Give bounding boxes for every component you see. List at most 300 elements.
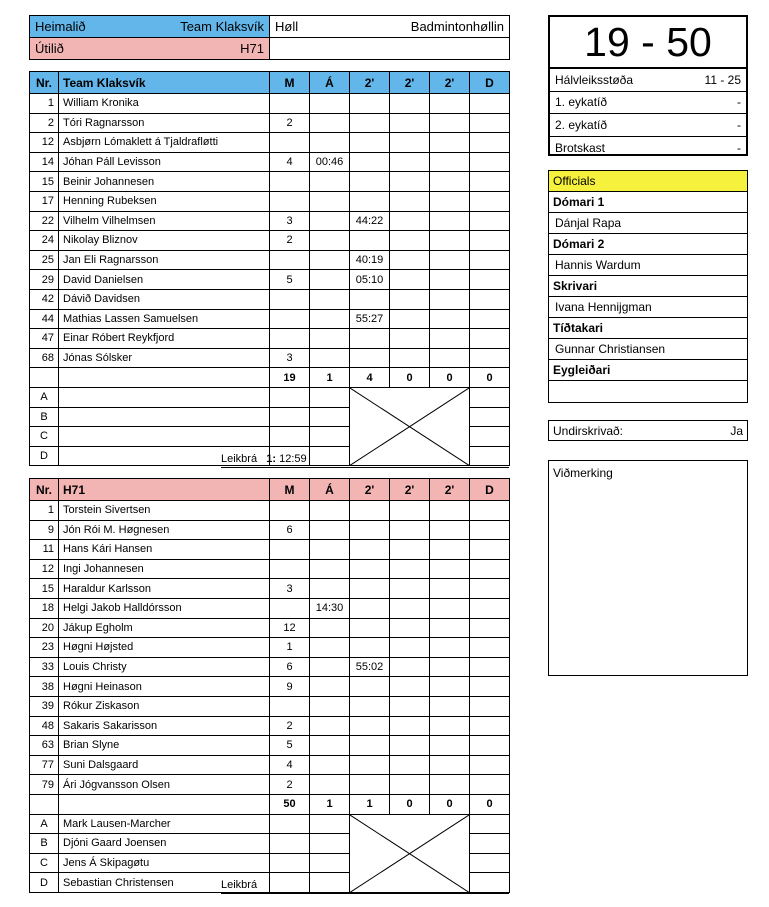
player-row xyxy=(30,559,510,579)
player-row xyxy=(30,94,510,114)
final-score: 19 - 50 xyxy=(550,17,746,69)
player-row xyxy=(30,172,510,192)
player-s2 xyxy=(390,289,430,309)
team-official-row xyxy=(30,814,510,834)
player-s2 xyxy=(390,152,430,172)
official-role: Dómari 1 xyxy=(549,192,747,213)
player-s3 xyxy=(430,231,470,251)
player-d xyxy=(470,211,510,231)
player-row xyxy=(30,579,510,599)
official-role: Eygleiðari xyxy=(549,360,747,381)
player-name: Nikolay Bliznov xyxy=(59,231,270,251)
team-official-cell xyxy=(310,407,350,427)
player-s2 xyxy=(390,677,430,697)
player-s2 xyxy=(390,250,430,270)
player-number: 24 xyxy=(30,231,59,251)
player-d xyxy=(470,172,510,192)
official-name: Ivana Hennijgman xyxy=(549,297,747,318)
player-s1 xyxy=(350,598,390,618)
player-s1: 40:19 xyxy=(350,250,390,270)
officials-title: Officials xyxy=(549,171,747,192)
player-s2 xyxy=(390,736,430,756)
total-a: 1 xyxy=(310,368,350,388)
player-a xyxy=(310,638,350,658)
total-s3: 0 xyxy=(430,368,470,388)
player-d xyxy=(470,329,510,349)
hall-value: Badmintonhøllin xyxy=(410,19,504,34)
total-a: 1 xyxy=(310,794,350,814)
player-number: 18 xyxy=(30,598,59,618)
player-s3 xyxy=(430,289,470,309)
team-official-cell xyxy=(470,427,510,447)
player-name: Sakaris Sakarisson xyxy=(59,716,270,736)
player-m: 6 xyxy=(270,657,310,677)
player-s2 xyxy=(390,755,430,775)
team-official-cell xyxy=(310,387,350,407)
player-number: 11 xyxy=(30,540,59,560)
player-s2 xyxy=(390,270,430,290)
player-s2 xyxy=(390,133,430,153)
player-name: Haraldur Karlsson xyxy=(59,579,270,599)
player-name: William Kronika xyxy=(59,94,270,114)
score-row xyxy=(550,92,746,115)
player-a xyxy=(310,755,350,775)
player-a xyxy=(310,540,350,560)
player-m: 3 xyxy=(270,579,310,599)
team-official-code: A xyxy=(30,387,59,407)
player-s3 xyxy=(430,270,470,290)
player-name: Henning Rubeksen xyxy=(59,191,270,211)
player-d xyxy=(470,657,510,677)
player-m: 3 xyxy=(270,348,310,368)
total-m: 19 xyxy=(270,368,310,388)
player-row xyxy=(30,736,510,756)
player-d xyxy=(470,677,510,697)
player-row xyxy=(30,598,510,618)
player-m: 12 xyxy=(270,618,310,638)
player-s2 xyxy=(390,520,430,540)
player-d xyxy=(470,250,510,270)
col-m: M xyxy=(270,72,310,94)
player-row xyxy=(30,677,510,697)
total-s2: 0 xyxy=(390,368,430,388)
player-a xyxy=(310,677,350,697)
player-number: 9 xyxy=(30,520,59,540)
player-s1: 55:27 xyxy=(350,309,390,329)
player-m: 2 xyxy=(270,231,310,251)
player-number: 1 xyxy=(30,501,59,521)
player-row xyxy=(30,755,510,775)
player-number: 14 xyxy=(30,152,59,172)
player-s1 xyxy=(350,94,390,114)
player-number: 17 xyxy=(30,191,59,211)
col-d: D xyxy=(470,479,510,501)
player-name: Jóhan Páll Levisson xyxy=(59,152,270,172)
away-leikbra xyxy=(221,879,509,894)
official-role: Dómari 2 xyxy=(549,234,747,255)
player-number: 22 xyxy=(30,211,59,231)
player-d xyxy=(470,755,510,775)
player-m xyxy=(270,329,310,349)
total-d: 0 xyxy=(470,794,510,814)
player-s2 xyxy=(390,598,430,618)
player-a xyxy=(310,113,350,133)
team-official-cell xyxy=(470,387,510,407)
player-number: 63 xyxy=(30,736,59,756)
player-s2 xyxy=(390,211,430,231)
player-name: Beinir Johannesen xyxy=(59,172,270,192)
player-m xyxy=(270,172,310,192)
player-row xyxy=(30,231,510,251)
player-row xyxy=(30,152,510,172)
player-a xyxy=(310,348,350,368)
player-s2 xyxy=(390,579,430,599)
player-s3 xyxy=(430,755,470,775)
player-s3 xyxy=(430,348,470,368)
player-d xyxy=(470,191,510,211)
player-d xyxy=(470,716,510,736)
player-row xyxy=(30,270,510,290)
player-s3 xyxy=(430,133,470,153)
score-row xyxy=(550,114,746,137)
player-m xyxy=(270,309,310,329)
player-s2 xyxy=(390,775,430,795)
player-d xyxy=(470,152,510,172)
player-row xyxy=(30,250,510,270)
player-s1 xyxy=(350,231,390,251)
player-name: Jan Eli Ragnarsson xyxy=(59,250,270,270)
player-m: 5 xyxy=(270,736,310,756)
score-row-value: 11 - 25 xyxy=(704,72,741,87)
player-number: 77 xyxy=(30,755,59,775)
player-name: Rókur Ziskason xyxy=(59,696,270,716)
player-s2 xyxy=(390,618,430,638)
team-official-cell xyxy=(310,834,350,854)
totals-blank xyxy=(30,368,59,388)
player-m: 4 xyxy=(270,755,310,775)
totals-row xyxy=(30,794,510,814)
player-number: 23 xyxy=(30,638,59,658)
official-name xyxy=(549,381,747,402)
player-s3 xyxy=(430,520,470,540)
player-number: 25 xyxy=(30,250,59,270)
player-m: 2 xyxy=(270,775,310,795)
player-s2 xyxy=(390,559,430,579)
leikbra-label: Leikbrá xyxy=(221,453,258,465)
totals-blank xyxy=(59,794,270,814)
player-s1 xyxy=(350,133,390,153)
player-s2 xyxy=(390,501,430,521)
player-d xyxy=(470,309,510,329)
player-name: Einar Róbert Reykfjord xyxy=(59,329,270,349)
player-name: Vilhelm Vilhelmsen xyxy=(59,211,270,231)
player-name: Mathias Lassen Samuelsen xyxy=(59,309,270,329)
player-s1 xyxy=(350,289,390,309)
player-s1 xyxy=(350,618,390,638)
player-s2 xyxy=(390,309,430,329)
home-leikbra xyxy=(221,453,509,468)
player-a xyxy=(310,329,350,349)
player-s1: 44:22 xyxy=(350,211,390,231)
team-official-cell xyxy=(310,814,350,834)
player-s1 xyxy=(350,755,390,775)
player-s3 xyxy=(430,211,470,231)
player-s3 xyxy=(430,696,470,716)
hall-cell xyxy=(270,16,510,38)
player-a xyxy=(310,618,350,638)
player-number: 79 xyxy=(30,775,59,795)
player-m: 9 xyxy=(270,677,310,697)
player-m: 6 xyxy=(270,520,310,540)
team-official-cell xyxy=(270,853,310,873)
total-s2: 0 xyxy=(390,794,430,814)
player-number: 12 xyxy=(30,559,59,579)
col-a: Á xyxy=(310,72,350,94)
player-s3 xyxy=(430,716,470,736)
player-name: Tóri Ragnarsson xyxy=(59,113,270,133)
player-d xyxy=(470,501,510,521)
player-a xyxy=(310,559,350,579)
player-d xyxy=(470,231,510,251)
player-d xyxy=(470,696,510,716)
team-official-cell xyxy=(270,427,310,447)
player-s2 xyxy=(390,716,430,736)
officials-panel xyxy=(548,170,748,403)
player-number: 47 xyxy=(30,329,59,349)
player-row xyxy=(30,696,510,716)
team-official-name: Sebastian Christensen xyxy=(59,873,270,893)
player-row xyxy=(30,520,510,540)
match-info xyxy=(29,15,510,60)
player-row xyxy=(30,329,510,349)
player-s1 xyxy=(350,716,390,736)
official-role: Tíðtakari xyxy=(549,318,747,339)
player-s2 xyxy=(390,113,430,133)
player-d xyxy=(470,559,510,579)
player-row xyxy=(30,501,510,521)
player-number: 1 xyxy=(30,94,59,114)
player-s1 xyxy=(350,113,390,133)
player-s2 xyxy=(390,329,430,349)
away-team-cell xyxy=(30,38,270,60)
score-row-value: - xyxy=(737,117,741,132)
player-s1 xyxy=(350,520,390,540)
player-row xyxy=(30,289,510,309)
player-s3 xyxy=(430,94,470,114)
player-s3 xyxy=(430,172,470,192)
team-official-name xyxy=(59,407,270,427)
player-m: 1 xyxy=(270,638,310,658)
team-official-name: Jens Á Skipagøtu xyxy=(59,853,270,873)
player-s3 xyxy=(430,501,470,521)
player-name: Asbjørn Lómaklett á Tjaldrafløtti xyxy=(59,133,270,153)
player-row xyxy=(30,191,510,211)
away-team-table xyxy=(29,478,510,893)
team-official-code: D xyxy=(30,446,59,466)
player-s1 xyxy=(350,329,390,349)
home-team-name: Team Klaksvík xyxy=(180,19,264,34)
player-a: 14:30 xyxy=(310,598,350,618)
player-s1: 05:10 xyxy=(350,270,390,290)
player-s1 xyxy=(350,348,390,368)
player-d xyxy=(470,348,510,368)
home-team-cell xyxy=(30,16,270,38)
home-team-heading: Team Klaksvík xyxy=(59,72,270,94)
total-d: 0 xyxy=(470,368,510,388)
col-m: M xyxy=(270,479,310,501)
totals-blank xyxy=(30,794,59,814)
player-s3 xyxy=(430,638,470,658)
player-s1 xyxy=(350,736,390,756)
total-s3: 0 xyxy=(430,794,470,814)
player-name: Louis Christy xyxy=(59,657,270,677)
player-s3 xyxy=(430,657,470,677)
player-m xyxy=(270,598,310,618)
team-official-code: C xyxy=(30,853,59,873)
home-header-row xyxy=(30,72,510,94)
player-d xyxy=(470,133,510,153)
team-official-name xyxy=(59,387,270,407)
player-a xyxy=(310,211,350,231)
team-official-cell xyxy=(470,814,510,834)
player-number: 12 xyxy=(30,133,59,153)
totals-blank xyxy=(59,368,270,388)
player-s1: 55:02 xyxy=(350,657,390,677)
team-official-code: A xyxy=(30,814,59,834)
team-official-code: B xyxy=(30,407,59,427)
player-row xyxy=(30,618,510,638)
player-s2 xyxy=(390,231,430,251)
team-official-name: Djóni Gaard Joensen xyxy=(59,834,270,854)
score-row-label: 1. eykatíð xyxy=(555,95,608,110)
leikbra-time: 12:59 xyxy=(279,453,307,465)
score-row xyxy=(550,69,746,92)
col-d: D xyxy=(470,72,510,94)
away-header-row xyxy=(30,479,510,501)
player-s1 xyxy=(350,191,390,211)
score-row-value: - xyxy=(737,95,741,110)
player-row xyxy=(30,309,510,329)
official-name: Gunnar Christiansen xyxy=(549,339,747,360)
player-a xyxy=(310,696,350,716)
team-official-name xyxy=(59,427,270,447)
player-m: 4 xyxy=(270,152,310,172)
col-2min-3: 2' xyxy=(430,479,470,501)
player-s1 xyxy=(350,638,390,658)
player-s1 xyxy=(350,677,390,697)
player-name: Ári Jógvansson Olsen xyxy=(59,775,270,795)
player-d xyxy=(470,598,510,618)
team-official-row xyxy=(30,387,510,407)
player-a xyxy=(310,250,350,270)
home-team-table xyxy=(29,71,510,466)
player-s2 xyxy=(390,638,430,658)
home-label: Heimalið xyxy=(35,19,86,34)
player-s1 xyxy=(350,540,390,560)
player-d xyxy=(470,113,510,133)
player-a xyxy=(310,657,350,677)
team-official-name: Mark Lausen-Marcher xyxy=(59,814,270,834)
player-d xyxy=(470,736,510,756)
player-row xyxy=(30,211,510,231)
player-d xyxy=(470,618,510,638)
player-a xyxy=(310,775,350,795)
player-d xyxy=(470,520,510,540)
player-name: Jón Rói M. Høgnesen xyxy=(59,520,270,540)
player-s3 xyxy=(430,775,470,795)
player-row xyxy=(30,540,510,560)
team-official-cell xyxy=(470,834,510,854)
team-official-cell xyxy=(310,853,350,873)
player-s3 xyxy=(430,540,470,560)
player-s2 xyxy=(390,94,430,114)
player-number: 2 xyxy=(30,113,59,133)
player-name: Brian Slyne xyxy=(59,736,270,756)
team-official-cell xyxy=(270,834,310,854)
score-row-label: 2. eykatíð xyxy=(555,117,608,132)
score-row-label: Hálvleiksstøða xyxy=(555,72,634,87)
player-m xyxy=(270,696,310,716)
leikbra-label: Leikbrá xyxy=(221,879,258,891)
player-s1 xyxy=(350,775,390,795)
score-row-label: Brotskast xyxy=(555,140,606,155)
col-nr: Nr. xyxy=(30,479,59,501)
player-m xyxy=(270,501,310,521)
player-name: Høgni Højsted xyxy=(59,638,270,658)
remarks-label: Viðmerking xyxy=(553,466,613,480)
player-s3 xyxy=(430,309,470,329)
signed-value: Ja xyxy=(730,423,743,438)
player-name: Hans Kári Hansen xyxy=(59,540,270,560)
player-a xyxy=(310,191,350,211)
player-a xyxy=(310,94,350,114)
player-number: 44 xyxy=(30,309,59,329)
player-s1 xyxy=(350,152,390,172)
player-number: 38 xyxy=(30,677,59,697)
score-row-value: - xyxy=(737,140,741,155)
signed-label: Undirskrivað: xyxy=(553,423,624,438)
col-nr: Nr. xyxy=(30,72,59,94)
team-official-cell xyxy=(270,387,310,407)
player-name: Torstein Sivertsen xyxy=(59,501,270,521)
col-2min-1: 2' xyxy=(350,479,390,501)
player-row xyxy=(30,133,510,153)
official-role: Skrivari xyxy=(549,276,747,297)
player-a xyxy=(310,133,350,153)
team-official-cell xyxy=(470,853,510,873)
away-team-heading: H71 xyxy=(59,479,270,501)
player-a: 00:46 xyxy=(310,152,350,172)
total-s1: 1 xyxy=(350,794,390,814)
player-d xyxy=(470,94,510,114)
player-s3 xyxy=(430,559,470,579)
player-s1 xyxy=(350,559,390,579)
player-s2 xyxy=(390,348,430,368)
player-name: Suni Dalsgaard xyxy=(59,755,270,775)
score-panel xyxy=(548,15,748,156)
score-row xyxy=(550,137,746,160)
player-name: Dávið Davidsen xyxy=(59,289,270,309)
player-a xyxy=(310,716,350,736)
player-a xyxy=(310,501,350,521)
player-number: 15 xyxy=(30,579,59,599)
player-a xyxy=(310,289,350,309)
team-official-cell xyxy=(310,427,350,447)
player-name: Helgi Jakob Halldórsson xyxy=(59,598,270,618)
player-a xyxy=(310,231,350,251)
player-a xyxy=(310,309,350,329)
player-a xyxy=(310,736,350,756)
